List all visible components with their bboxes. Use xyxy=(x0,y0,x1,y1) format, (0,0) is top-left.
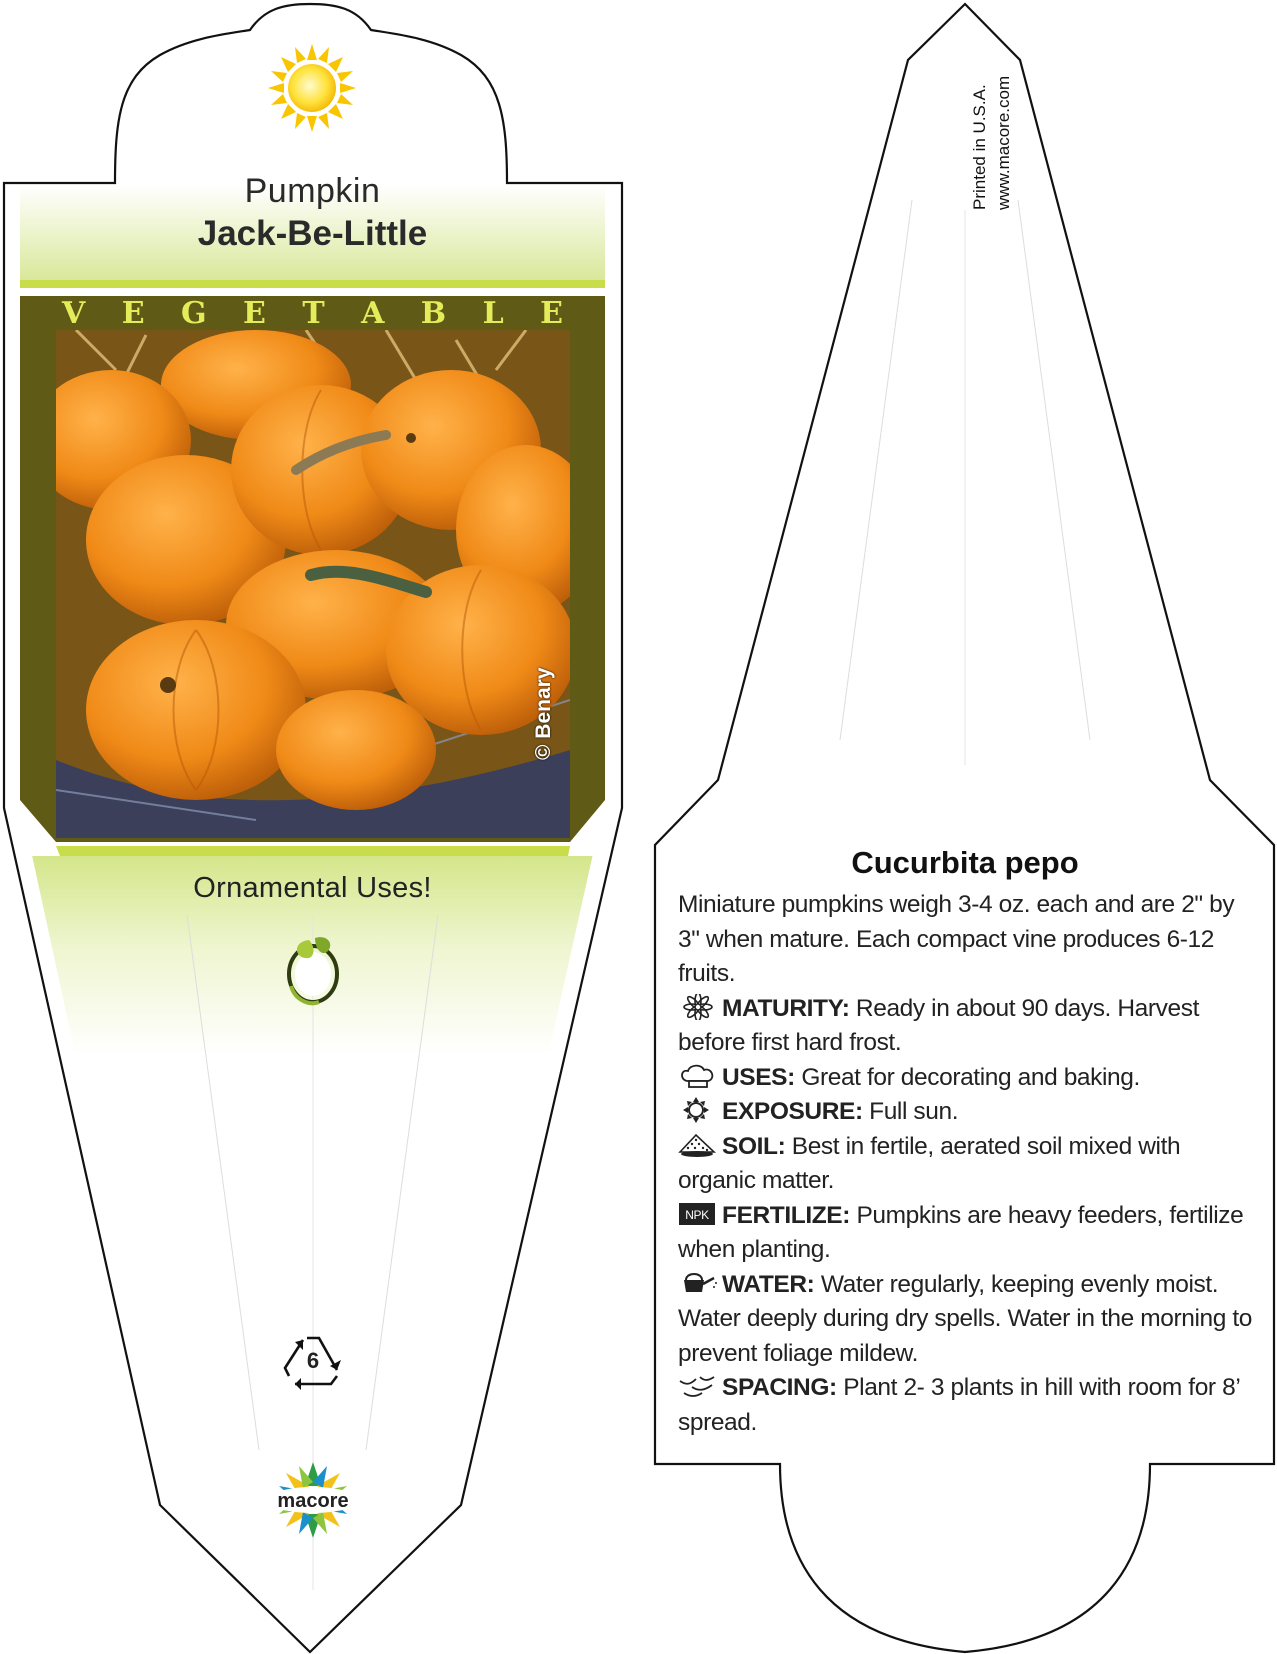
care-text: Full sun. xyxy=(869,1098,959,1125)
description: Miniature pumpkins weigh 3-4 oz. each and are 2" by 3" when mature. Each compact vine produces 6-12 fruits. xyxy=(678,891,1235,987)
care-label: MATURITY: xyxy=(722,994,850,1022)
care-label: FERTILIZE: xyxy=(722,1201,851,1229)
category-letter: E xyxy=(540,295,563,331)
care-text: Ready in about 90 days. Harvest before first hard frost. xyxy=(678,994,1199,1056)
sun-outline-icon xyxy=(678,1097,718,1123)
care-text: Water regularly, keeping evenly moist. Water deeply during dry spells. Water in the morning to prevent foliage mildew. xyxy=(678,1270,1252,1367)
printed-info xyxy=(968,76,1016,210)
care-item-fertilize xyxy=(678,1199,1252,1268)
category-letter: G xyxy=(181,295,207,331)
care-item-spacing xyxy=(678,1371,1252,1440)
category-letter: E xyxy=(121,295,145,331)
sun-icon xyxy=(268,44,356,132)
care-item-uses xyxy=(678,1061,1252,1096)
title-divider xyxy=(20,280,605,288)
category-letter: T xyxy=(302,295,325,331)
category-letter: B xyxy=(420,295,447,331)
care-item-soil xyxy=(678,1130,1252,1199)
photo-credit: © Benary xyxy=(532,667,555,760)
care-label: SPACING: xyxy=(722,1374,837,1401)
uses-label: Ornamental Uses! xyxy=(193,872,432,904)
printed-country: Printed in U.S.A. xyxy=(970,84,989,210)
product-photo xyxy=(56,330,570,838)
spacing-icon xyxy=(678,1373,718,1399)
care-text: Best in fertile, aerated soil mixed with organic matter. xyxy=(678,1132,1181,1194)
care-label: EXPOSURE: xyxy=(722,1098,863,1125)
category-letter: V xyxy=(62,295,86,331)
care-instructions xyxy=(678,888,1252,1440)
category-letter: A xyxy=(361,295,385,331)
soil-icon xyxy=(678,1132,718,1158)
care-label: SOIL: xyxy=(722,1132,786,1160)
category-band xyxy=(20,296,605,330)
care-label: USES: xyxy=(722,1063,795,1091)
care-text: Great for decorating and baking. xyxy=(801,1063,1140,1091)
latin-name: Cucurbita pepo xyxy=(851,845,1079,880)
printed-website: www.macore.com xyxy=(994,75,1013,210)
chef-hat-icon xyxy=(678,1063,718,1089)
common-name: Pumpkin xyxy=(244,172,381,210)
variety-name: Jack-Be-Little xyxy=(197,214,428,253)
flower-icon xyxy=(678,994,718,1020)
recycle-code: 6 xyxy=(306,1348,320,1373)
category-letter: L xyxy=(482,295,504,331)
care-text: Plant 2- 3 plants in hill with room for 8’ spread. xyxy=(678,1374,1240,1436)
care-item-maturity xyxy=(678,992,1252,1061)
care-label: WATER: xyxy=(722,1270,815,1298)
npk-text: NPK xyxy=(685,1207,709,1222)
care-text: Pumpkins are heavy feeders, fertilize when planting. xyxy=(678,1201,1244,1263)
watering-can-icon xyxy=(678,1270,718,1296)
care-item-water xyxy=(678,1268,1252,1372)
brand-name: macore xyxy=(277,1490,349,1512)
care-item-exposure xyxy=(678,1095,1252,1130)
category-letter: E xyxy=(243,295,266,331)
npk-icon xyxy=(678,1201,718,1227)
